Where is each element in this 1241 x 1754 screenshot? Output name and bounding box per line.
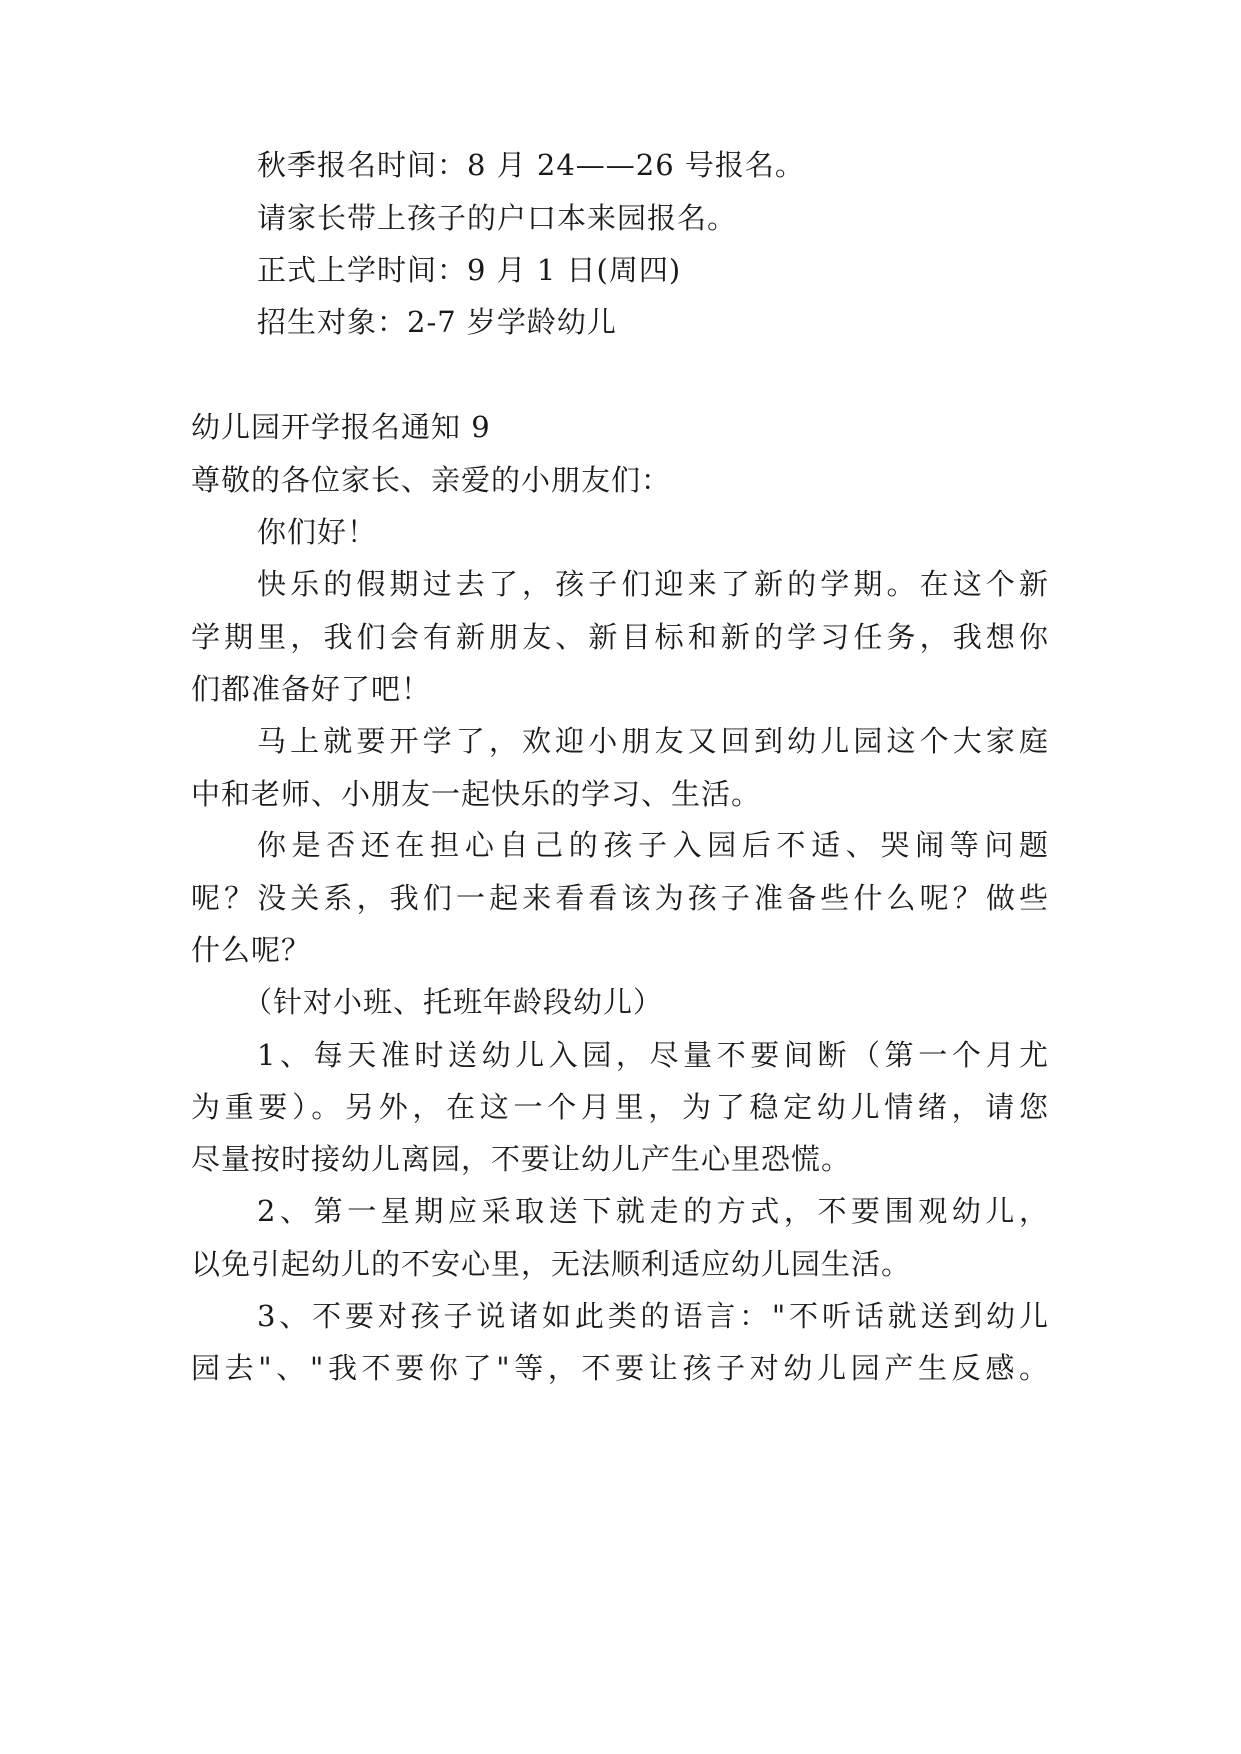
greeting: 你们好！ <box>257 515 378 549</box>
item1-line2: 为重要）。另外，在这一个月里，为了稳定幼儿情绪，请您 <box>191 1090 1049 1124</box>
school-start-line: 正式上学时间：9 月 1 日(周四) <box>257 253 682 287</box>
para1-line1: 快乐的假期过去了，孩子们迎来了新的学期。在这个新 <box>257 567 1049 601</box>
age-group-note: （针对小班、托班年龄段幼儿） <box>243 985 664 1019</box>
para3-line3: 什么呢？ <box>191 933 312 967</box>
item1-line3: 尽量按时接幼儿离园，不要让幼儿产生心里恐慌。 <box>191 1142 852 1176</box>
registration-time-line: 秋季报名时间：8 月 24——26 号报名。 <box>257 148 805 182</box>
para2-line2: 中和老师、小朋友一起快乐的学习、生活。 <box>191 777 762 811</box>
salutation: 尊敬的各位家长、亲爱的小朋友们： <box>191 463 672 497</box>
para1-line2: 学期里，我们会有新朋友、新目标和新的学习任务，我想你 <box>191 620 1049 654</box>
item2-line2: 以免引起幼儿的不安心里，无法顺利适应幼儿园生活。 <box>191 1247 912 1281</box>
section-title: 幼儿园开学报名通知 9 <box>191 410 491 444</box>
item3-line1: 3、不要对孩子说诸如此类的语言："不听话就送到幼儿 <box>257 1299 1049 1333</box>
bring-household-register-line: 请家长带上孩子的户口本来园报名。 <box>257 201 738 235</box>
enrollment-target-line: 招生对象：2-7 岁学龄幼儿 <box>257 305 617 339</box>
item1-line1: 1、每天准时送幼儿入园，尽量不要间断（第一个月尤 <box>257 1038 1049 1072</box>
item2-line1: 2、第一星期应采取送下就走的方式，不要围观幼儿， <box>257 1194 1049 1228</box>
item3-line2: 园去"、"我不要你了"等，不要让孩子对幼儿园产生反感。 <box>191 1351 1049 1385</box>
para2-line1: 马上就要开学了，欢迎小朋友又回到幼儿园这个大家庭 <box>257 724 1049 758</box>
para1-line3: 们都准备好了吧！ <box>191 672 432 706</box>
para3-line2: 呢？没关系，我们一起来看看该为孩子准备些什么呢？做些 <box>191 881 1049 915</box>
para3-line1: 你是否还在担心自己的孩子入园后不适、哭闹等问题 <box>257 828 1049 862</box>
